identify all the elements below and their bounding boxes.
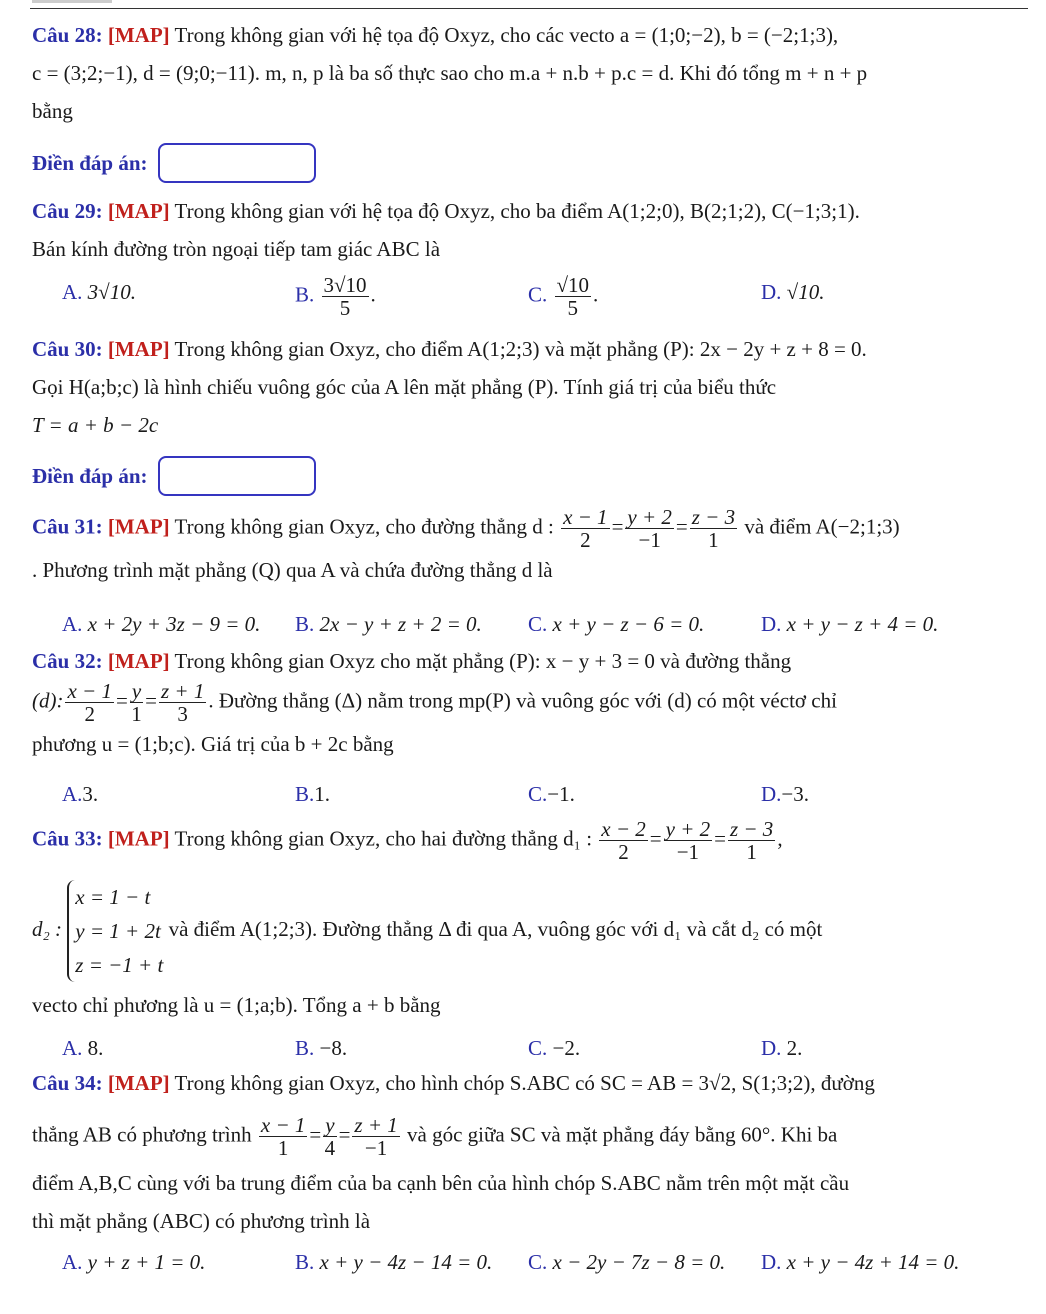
option-c[interactable]: C. −2. <box>528 1036 581 1060</box>
answer-input-box[interactable] <box>158 456 316 496</box>
question-33-system: d₂ : x = 1 − t y = 1 + 2t z = −1 + t và điểm A(1;2;3). Đường thẳng Δ đi qua A, vuông góc với d₁ và cắt d₂ có một <box>32 880 984 982</box>
option-d[interactable]: D. 2. <box>761 1036 803 1060</box>
option-a[interactable]: A.3. <box>62 782 99 806</box>
map-tag: [MAP] <box>107 649 170 673</box>
question-text: Trong không gian với hệ tọa độ Oxyz, cho các vecto a = (1;0;−2), b = (−2;1;3), <box>174 23 839 47</box>
fraction: $\frac{z + 1}{-1}$ <box>354 1113 398 1160</box>
options-32 <box>62 776 1016 812</box>
option-d[interactable]: D. x + y − 4z + 14 = 0. <box>761 1250 960 1274</box>
header-mark <box>32 0 112 3</box>
fraction: $\frac{x - 1}{2}$ <box>67 679 112 726</box>
question-34: Câu 34: [MAP] Trong không gian Oxyz, cho hình chóp S.ABC có SC = AB = 3√2, S(1;3;2), đường <box>32 1071 875 1095</box>
fraction: $\frac{3√10}{5}$ <box>323 273 367 320</box>
map-tag: [MAP] <box>107 1071 170 1095</box>
fraction: $\frac{z + 1}{3}$ <box>161 679 205 726</box>
fraction: $\frac{x - 1}{1}$ <box>260 1113 306 1160</box>
question-32: Câu 32: [MAP] Trong không gian Oxyz cho mặt phẳng (P): x − y + 3 = 0 và đường thẳng (d): $\frac{x - 1}{2}$ = $\frac{y}{1}$ = $\frac{z + 1}{3}$ . Đường thẳng (Δ) nằm trong mp(P) và vuông góc với (d) có một véctơ chỉ phương u = (1;b;c). Giá trị của b + 2c bằng <box>32 649 837 756</box>
question-29 <box>32 192 984 268</box>
options-33 <box>62 1030 1016 1066</box>
question-text: . Phương trình mặt phẳng (Q) qua A và chứa đường thẳng d là <box>32 558 553 582</box>
question-34-line3: điểm A,B,C cùng với ba trung điểm của ba cạnh bên của hình chóp S.ABC nằm trên một mặt cầu thì mặt phẳng (ABC) có phương trình là <box>32 1171 850 1233</box>
question-text: Bán kính đường tròn ngoại tiếp tam giác ABC là <box>32 237 441 261</box>
question-30 <box>32 330 984 444</box>
question-31: Câu 31: [MAP] Trong không gian Oxyz, cho đường thẳng d : $\frac{x - 1}{2}$ = $\frac{y + 2}{-1}$ = $\frac{z - 3}{1}$ và điểm A(−2;1;3) . Phương trình mặt phẳng (Q) qua A và chứa đường thẳng d là <box>32 505 900 582</box>
answer-input-box[interactable] <box>158 143 316 183</box>
option-d[interactable]: D.−3. <box>761 782 810 806</box>
option-c[interactable]: C.−1. <box>528 782 575 806</box>
option-b[interactable]: B. 2x − y + z + 2 = 0. <box>295 612 482 636</box>
option-a[interactable]: A. 3√10. <box>62 280 136 304</box>
question-text: T = a + b − 2c <box>32 413 159 437</box>
fraction: $\frac{x - 2}{2}$ <box>601 817 646 864</box>
fraction: $\frac{x - 1}{2}$ <box>563 505 608 552</box>
option-c[interactable]: C. x − 2y − 7z − 8 = 0. <box>528 1250 726 1274</box>
question-text: Trong không gian với hệ tọa độ Oxyz, cho ba điểm A(1;2;0), B(2;1;2), C(−1;3;1). <box>174 199 860 223</box>
question-33-line3: vecto chỉ phương là u = (1;a;b). Tổng a + b bằng <box>32 993 441 1017</box>
option-d[interactable]: D. x + y − z + 4 = 0. <box>761 612 939 636</box>
option-d[interactable]: D. √10. <box>761 280 825 304</box>
header-rule <box>30 8 1028 9</box>
question-label: Câu 34: <box>32 1071 103 1095</box>
fill-label: Điền đáp án: <box>32 150 148 175</box>
option-b[interactable]: B. −8. <box>295 1036 348 1060</box>
option-b[interactable]: B.1. <box>295 782 331 806</box>
question-text: Gọi H(a;b;c) là hình chiếu vuông góc của A lên mặt phẳng (P). Tính giá trị của biểu thức <box>32 375 777 399</box>
option-a[interactable]: A. x + 2y + 3z − 9 = 0. <box>62 612 261 636</box>
question-text: c = (3;2;−1), d = (9;0;−11). m, n, p là ba số thực sao cho m.a + n.b + p.c = d. Khi đó tổng m + n + p <box>32 61 868 85</box>
question-33: Câu 33: [MAP] Trong không gian Oxyz, cho hai đường thẳng d₁ : $\frac{x - 2}{2}$ = $\frac{y + 2}{-1}$ = $\frac{z - 3}{1}$ , <box>32 817 783 864</box>
question-label: Câu 32: <box>32 649 103 673</box>
question-text: bằng <box>32 99 73 123</box>
options-29 <box>62 274 1016 319</box>
question-label: Câu 33: <box>32 826 103 851</box>
options-34 <box>62 1244 1016 1280</box>
equation-system: x = 1 − t y = 1 + 2t z = −1 + t <box>67 880 163 982</box>
option-a[interactable]: A. 8. <box>62 1036 104 1060</box>
options-31 <box>62 606 1016 642</box>
fraction: $\frac{√10}{5}$ <box>556 273 590 320</box>
question-text: Trong không gian Oxyz, cho điểm A(1;2;3) và mặt phẳng (P): 2x − 2y + z + 8 = 0. <box>174 337 867 361</box>
fraction: $\frac{y + 2}{-1}$ <box>665 817 711 864</box>
fraction: $\frac{y + 2}{-1}$ <box>627 505 672 552</box>
option-c[interactable]: C. x + y − z − 6 = 0. <box>528 612 705 636</box>
fill-label: Điền đáp án: <box>32 463 148 488</box>
fraction: $\frac{z - 3}{1}$ <box>691 505 736 552</box>
map-tag: [MAP] <box>107 199 170 223</box>
question-label: Câu 30: <box>32 337 103 361</box>
option-a[interactable]: A. y + z + 1 = 0. <box>62 1250 206 1274</box>
map-tag: [MAP] <box>107 514 170 539</box>
option-b[interactable]: B. $\frac{3√10}{5}$ . <box>295 273 376 320</box>
question-34-line2: thẳng AB có phương trình $\frac{x - 1}{1}$ = $\frac{y}{4}$ = $\frac{z + 1}{-1}$ và góc giữa SC và mặt phẳng đáy bằng 60°. Khi ba <box>32 1113 838 1160</box>
question-28 <box>32 16 984 130</box>
map-tag: [MAP] <box>107 337 170 361</box>
question-label: Câu 31: <box>32 514 103 539</box>
question-label: Câu 29: <box>32 199 103 223</box>
fraction: $\frac{y}{1}$ <box>131 679 142 726</box>
map-tag: [MAP] <box>107 826 170 851</box>
map-tag: [MAP] <box>107 23 170 47</box>
question-label: Câu 28: <box>32 23 103 47</box>
answer-fill-30 <box>32 456 316 496</box>
fraction: $\frac{z - 3}{1}$ <box>729 817 774 864</box>
answer-fill-28 <box>32 143 316 183</box>
fraction: $\frac{y}{4}$ <box>324 1113 336 1160</box>
option-b[interactable]: B. x + y − 4z − 14 = 0. <box>295 1250 493 1274</box>
option-c[interactable]: C. $\frac{√10}{5}$ . <box>528 273 599 320</box>
